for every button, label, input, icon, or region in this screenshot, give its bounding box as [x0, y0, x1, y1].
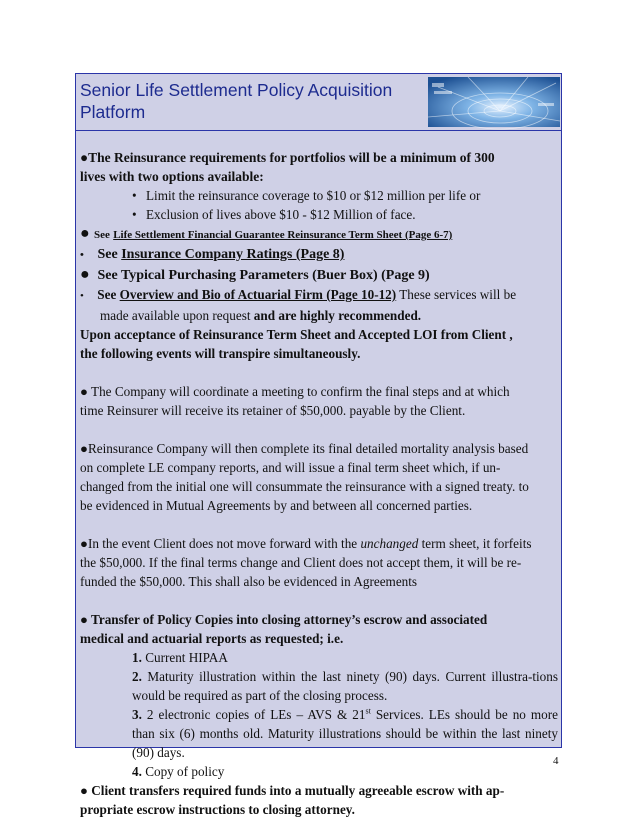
- option-item-2: • Exclusion of lives above $10 - $12 Million of face.: [132, 207, 416, 222]
- client-line-2: propriate escrow instructions to closing attorney.: [80, 802, 355, 817]
- closing-item-2: [80, 667, 558, 705]
- closing-item-4: [80, 762, 558, 781]
- item-number-4: 4.: [132, 764, 142, 779]
- see-item-2: • See Insurance Company Ratings (Page 8): [80, 247, 345, 262]
- reinsurance-line-4: be evidenced in Mutual Agreements by and between all concerned parties.: [80, 498, 473, 513]
- option-text-2: Exclusion of lives above $10 - $12 Million of face.: [146, 207, 416, 222]
- page-number: 4: [553, 755, 559, 767]
- item-number-2: 2.: [132, 669, 142, 684]
- company-line-1: ● The Company will coordinate a meeting to confirm the final steps and at which: [80, 384, 510, 399]
- requirements-line-1: ●The Reinsurance requirements for portfolios will be a minimum of 300: [80, 150, 495, 165]
- reinsurance-line-3: changed from the initial one will consummate the reinsurance with a signed treaty. to: [80, 479, 529, 494]
- page-title: [80, 79, 392, 123]
- actuarial-link[interactable]: Overview and Bio of Actuarial Firm (Page 10-12): [119, 287, 397, 302]
- see-prefix-4: See: [97, 287, 117, 302]
- acceptance-line-2: the following events will transpire simultaneously.: [80, 346, 361, 361]
- transfer-line-1: ● Transfer of Policy Copies into closing attorney’s escrow and associated: [80, 612, 488, 627]
- document-body: [76, 131, 561, 819]
- see-item-3: ● See Typical Purchasing Parameters (Buer Box) (Page 9): [80, 266, 430, 283]
- term-sheet-link[interactable]: Life Settlement Financial Guarantee Reinsurance Term Sheet (Page 6-7): [113, 229, 453, 241]
- acceptance-line-1: Upon acceptance of Reinsurance Term Sheet and Accepted LOI from Client ,: [80, 327, 513, 342]
- item-text-3b: Services. LEs should be no more than six (6) months old. Maturity illustrations should be within the last ninety (90) days.: [132, 707, 558, 760]
- requirements-line-2: lives with two options available:: [80, 169, 264, 184]
- globe-network-icon: [428, 77, 560, 127]
- item-text-2: Maturity illustration within the last ninety (90) days. Current illustra-tions would be required as part of the closing process.: [132, 669, 558, 703]
- event-line-1: [80, 534, 558, 553]
- transfer-line-2: medical and actuarial reports as requested; i.e.: [80, 631, 344, 646]
- see-item-4-line-2: [80, 306, 558, 325]
- title-line-1: Senior Life Settlement Policy Acquisition: [80, 80, 393, 100]
- closing-item-3: [80, 705, 558, 762]
- see4-line2-bold: and are highly recommended.: [253, 308, 422, 323]
- content-panel: [75, 73, 562, 817]
- see-item-1: ● See Life Settlement Financial Guarantee Reinsurance Term Sheet (Page 6-7): [80, 225, 453, 242]
- event-line-2: the $50,000. If the final terms change and Client does not accept them, it will be re-: [80, 555, 522, 570]
- item-sup-3: st: [365, 706, 371, 716]
- reinsurance-line-1: ●Reinsurance Company will then complete its final detailed mortality analysis based: [80, 441, 529, 456]
- option-text-1: Limit the reinsurance coverage to $10 or $12 million per life or: [146, 188, 481, 203]
- see-tail-4: These services will be: [396, 287, 517, 302]
- reinsurance-line-2: on complete LE company reports, and will issue a final term sheet which, if un-: [80, 460, 501, 475]
- item-text-3a: 2 electronic copies of LEs – AVS & 21: [141, 707, 366, 722]
- title-line-2: Platform: [80, 102, 146, 122]
- company-line-2: time Reinsurer will receive its retainer of $50,000. payable by the Client.: [80, 403, 466, 418]
- see4-line2-text: made available upon request: [100, 308, 254, 323]
- see-text-3: See Typical Purchasing Parameters (Buer Box) (Page 9): [97, 268, 430, 283]
- event-text-b: term sheet, it forfeits: [418, 536, 532, 551]
- see-item-4: • See Overview and Bio of Actuarial Firm (Page 10-12) These services will be: [80, 287, 517, 302]
- event-line-3: funded the $50,000. This shall also be evidenced in Agreements: [80, 574, 418, 589]
- event-text-italic: unchanged: [360, 536, 419, 551]
- option-item-1: • Limit the reinsurance coverage to $10 or $12 million per life or: [132, 188, 481, 203]
- event-text-a: ●In the event Client does not move forward with the: [80, 536, 361, 551]
- item-text-4: Copy of policy: [141, 764, 225, 779]
- see-prefix-2: See: [97, 247, 118, 262]
- header: [76, 74, 561, 131]
- ratings-link[interactable]: Insurance Company Ratings (Page 8): [121, 247, 345, 262]
- item-number-3: 3.: [132, 707, 142, 722]
- item-number-1: 1.: [132, 650, 142, 665]
- client-line-1: ● Client transfers required funds into a mutually agreeable escrow with ap-: [80, 783, 505, 798]
- closing-item-1: [80, 648, 558, 667]
- see-prefix-1: See: [94, 229, 110, 241]
- item-text-1: Current HIPAA: [141, 650, 228, 665]
- globe-network-image: [428, 77, 560, 127]
